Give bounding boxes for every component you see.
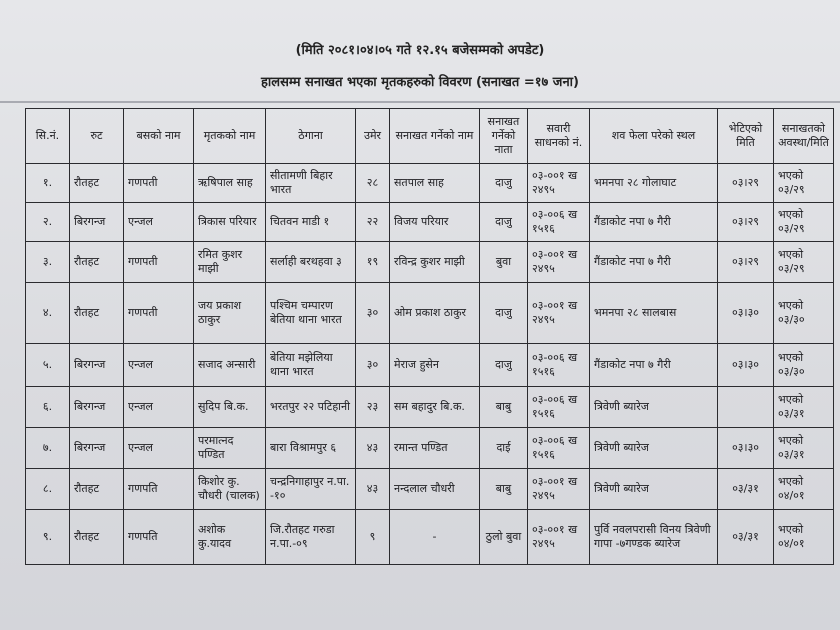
cell-address: बेतिया मझेलिया थाना भारत <box>266 344 356 387</box>
cell-vehicle: ०३-००१ ख २४९५ <box>528 469 590 510</box>
cell-found-date: ०३।३० <box>718 428 774 469</box>
cell-route: बिरगन्ज <box>70 387 124 428</box>
cell-status: भएको ०३/२९ <box>774 164 834 203</box>
cell-place: गैंडाकोट नपा ७ गैरी <box>590 203 718 242</box>
cell-found-date: ०३।२९ <box>718 164 774 203</box>
cell-identifier: रमान्त पण्डित <box>390 428 480 469</box>
cell-found-date: ०३/३१ <box>718 510 774 565</box>
col-header-identifier: सनाखत गर्नेको नाम <box>390 109 480 164</box>
cell-status: भएको ०३/३१ <box>774 428 834 469</box>
cell-age: २३ <box>356 387 390 428</box>
cell-address: पश्चिम चम्पारण बेतिया थाना भारत <box>266 283 356 344</box>
cell-place: त्रिवेणी ब्यारेज <box>590 469 718 510</box>
table-row <box>26 344 834 387</box>
cell-name: परमात्नद पण्डित <box>194 428 266 469</box>
cell-vehicle: ०३-००६ ख १५१६ <box>528 344 590 387</box>
col-header-place: शव फेला परेको स्थल <box>590 109 718 164</box>
col-header-status: सनाखतको अवस्था/मिति <box>774 109 834 164</box>
cell-identifier: विजय परियार <box>390 203 480 242</box>
cell-address: बारा विश्रामपुर ६ <box>266 428 356 469</box>
cell-sn: ९. <box>26 510 70 565</box>
cell-bus: गणपति <box>124 469 194 510</box>
table-row <box>26 164 834 203</box>
update-date-heading: (मिति २०८१।०४।०५ गते १२.१५ बजेसम्मको अपडेट) <box>295 43 545 58</box>
cell-bus: एन्जल <box>124 344 194 387</box>
cell-identifier: ओम प्रकाश ठाकुर <box>390 283 480 344</box>
header-divider <box>0 101 840 103</box>
table-row <box>26 387 834 428</box>
cell-route: बिरगन्ज <box>70 203 124 242</box>
cell-identifier: नन्दलाल चौधरी <box>390 469 480 510</box>
cell-bus: गणपती <box>124 242 194 283</box>
cell-bus: एन्जल <box>124 428 194 469</box>
table-row <box>26 242 834 283</box>
table-row <box>26 203 834 242</box>
cell-relation: दाजु <box>480 283 528 344</box>
cell-bus: एन्जल <box>124 387 194 428</box>
cell-status: भएको ०३/२९ <box>774 203 834 242</box>
cell-place: गैंडाकोट नपा ७ गैरी <box>590 242 718 283</box>
cell-age: ३० <box>356 283 390 344</box>
cell-bus: एन्जल <box>124 203 194 242</box>
table-row <box>26 510 834 565</box>
cell-vehicle: ०३-००६ ख १५१६ <box>528 203 590 242</box>
cell-found-date <box>718 387 774 428</box>
cell-address: चितवन माडी १ <box>266 203 356 242</box>
cell-identifier: रविन्द्र कुशर माझी <box>390 242 480 283</box>
cell-relation: बाबु <box>480 387 528 428</box>
cell-route: रौतहट <box>70 469 124 510</box>
cell-relation: दाजु <box>480 203 528 242</box>
cell-age: १९ <box>356 242 390 283</box>
cell-age: ९ <box>356 510 390 565</box>
cell-route: रौतहट <box>70 242 124 283</box>
cell-sn: ८. <box>26 469 70 510</box>
cell-address: सर्लाही बरथहवा ३ <box>266 242 356 283</box>
cell-place: त्रिवेणी ब्यारेज <box>590 428 718 469</box>
col-header-sn: सि.नं. <box>26 109 70 164</box>
cell-name: अशोक कु.यादव <box>194 510 266 565</box>
cell-vehicle: ०३-००१ ख २४९५ <box>528 510 590 565</box>
cell-bus: गणपति <box>124 510 194 565</box>
cell-name: जय प्रकाश ठाकुर <box>194 283 266 344</box>
cell-place: गैंडाकोट नपा ७ गैरी <box>590 344 718 387</box>
col-header-address: ठेगाना <box>266 109 356 164</box>
cell-place: भमनपा २८ गोलाघाट <box>590 164 718 203</box>
cell-status: भएको ०३/२९ <box>774 242 834 283</box>
cell-age: २२ <box>356 203 390 242</box>
cell-address: चन्द्रनिगाहापुर न.पा. -१० <box>266 469 356 510</box>
cell-found-date: ०३।३० <box>718 344 774 387</box>
col-header-age: उमेर <box>356 109 390 164</box>
cell-name: रमित कुशर माझी <box>194 242 266 283</box>
cell-route: बिरगन्ज <box>70 344 124 387</box>
cell-sn: ७. <box>26 428 70 469</box>
cell-identifier: मेराज हुसेन <box>390 344 480 387</box>
cell-address: सीतामणी बिहार भारत <box>266 164 356 203</box>
cell-sn: ६. <box>26 387 70 428</box>
cell-vehicle: ०३-००६ ख १५१६ <box>528 428 590 469</box>
table-row <box>26 283 834 344</box>
cell-identifier: सतपाल साह <box>390 164 480 203</box>
cell-status: भएको ०३/३० <box>774 283 834 344</box>
cell-identifier: - <box>390 510 480 565</box>
cell-found-date: ०३।२९ <box>718 242 774 283</box>
cell-relation: ठुलो बुवा <box>480 510 528 565</box>
cell-name: किशोर कु. चौधरी (चालक) <box>194 469 266 510</box>
cell-relation: दाजु <box>480 344 528 387</box>
cell-vehicle: ०३-००१ ख २४९५ <box>528 242 590 283</box>
cell-relation: बुवा <box>480 242 528 283</box>
table-row <box>26 428 834 469</box>
cell-bus: गणपती <box>124 283 194 344</box>
cell-sn: २. <box>26 203 70 242</box>
cell-found-date: ०३।३० <box>718 283 774 344</box>
cell-address: जि.रौतहट गरुडा न.पा.-०९ <box>266 510 356 565</box>
cell-name: ऋषिपाल साह <box>194 164 266 203</box>
cell-route: बिरगन्ज <box>70 428 124 469</box>
cell-sn: ४. <box>26 283 70 344</box>
victims-table <box>25 108 834 565</box>
cell-place: त्रिवेणी ब्यारेज <box>590 387 718 428</box>
cell-route: रौतहट <box>70 510 124 565</box>
cell-place: पुर्वि नवलपरासी विनय त्रिवेणी गापा -७गण्डक ब्यारेज <box>590 510 718 565</box>
cell-sn: ५. <box>26 344 70 387</box>
col-header-route: रुट <box>70 109 124 164</box>
cell-route: रौतहट <box>70 283 124 344</box>
cell-status: भएको ०३/३१ <box>774 387 834 428</box>
cell-found-date: ०३।२९ <box>718 203 774 242</box>
col-header-name: मृतकको नाम <box>194 109 266 164</box>
cell-vehicle: ०३-००६ ख १५१६ <box>528 387 590 428</box>
table-row <box>26 469 834 510</box>
cell-sn: १. <box>26 164 70 203</box>
cell-place: भमनपा २८ सालबास <box>590 283 718 344</box>
cell-status: भएको ०४/०१ <box>774 510 834 565</box>
col-header-relation: सनाखत गर्नेको नाता <box>480 109 528 164</box>
cell-identifier: सम बहादुर बि.क. <box>390 387 480 428</box>
cell-age: ४३ <box>356 469 390 510</box>
col-header-bus: बसको नाम <box>124 109 194 164</box>
col-header-found-date: भेटिएको मिति <box>718 109 774 164</box>
cell-sn: ३. <box>26 242 70 283</box>
cell-bus: गणपती <box>124 164 194 203</box>
cell-name: त्रिकास परियार <box>194 203 266 242</box>
cell-status: भएको ०४/०१ <box>774 469 834 510</box>
cell-status: भएको ०३/३० <box>774 344 834 387</box>
cell-age: ३० <box>356 344 390 387</box>
cell-vehicle: ०३-००१ ख २४९५ <box>528 164 590 203</box>
cell-name: सजाद अन्सारी <box>194 344 266 387</box>
table-header-row <box>26 109 834 164</box>
col-header-vehicle: सवारी साधनको नं. <box>528 109 590 164</box>
cell-vehicle: ०३-००१ ख २४९५ <box>528 283 590 344</box>
cell-relation: दाई <box>480 428 528 469</box>
table-title: हालसम्म सनाखत भएका मृतकहरुको विवरण (सनाखत =१७ जना) <box>261 75 579 90</box>
cell-relation: बाबु <box>480 469 528 510</box>
cell-found-date: ०३/३१ <box>718 469 774 510</box>
cell-name: सुदिप बि.क. <box>194 387 266 428</box>
cell-age: २८ <box>356 164 390 203</box>
cell-age: ४३ <box>356 428 390 469</box>
cell-relation: दाजु <box>480 164 528 203</box>
cell-address: भरतपुर २२ पटिहानी <box>266 387 356 428</box>
cell-route: रौतहट <box>70 164 124 203</box>
